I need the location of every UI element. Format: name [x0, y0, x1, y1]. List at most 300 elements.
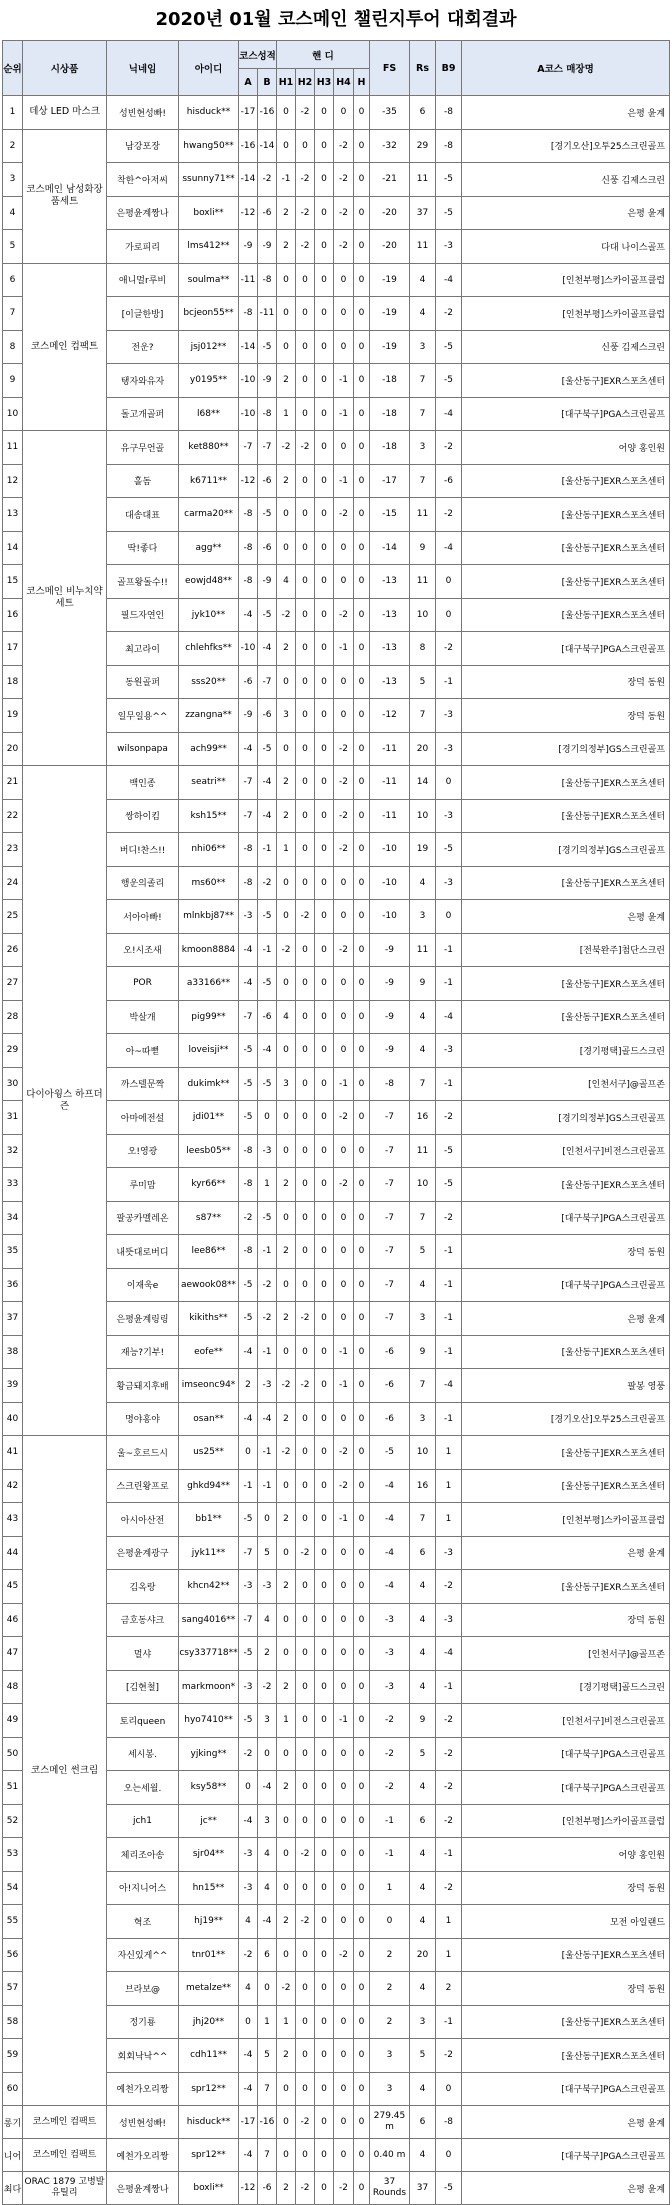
b9-cell: -4	[436, 1369, 462, 1403]
a-cell: -8	[239, 297, 258, 331]
rs-cell: 19	[410, 833, 436, 867]
h-cell: 0	[354, 1067, 370, 1101]
b-cell: -5	[258, 598, 277, 632]
h3-cell: 0	[315, 1436, 334, 1470]
a-cell: -5	[239, 1268, 258, 1302]
b-cell: -5	[258, 1201, 277, 1235]
h2-cell: 0	[296, 699, 315, 733]
h4-cell: 0	[334, 1134, 354, 1168]
page-title: 2020년 01월 코스메인 챌린지투어 대회결과	[155, 9, 517, 30]
h-cell: 0	[354, 464, 370, 498]
id-cell: zzangna**	[179, 699, 239, 733]
nick-cell: jch1	[107, 1804, 179, 1838]
h4-cell: -1	[334, 364, 354, 398]
table-row	[3, 766, 670, 800]
nick-cell: 회회낙낙^^	[107, 2039, 179, 2073]
b-cell: -1	[258, 1235, 277, 1269]
h4-cell: 0	[334, 1000, 354, 1034]
b9-cell: 0	[436, 598, 462, 632]
h-cell: 0	[354, 833, 370, 867]
h3-cell: 0	[315, 1034, 334, 1068]
rs-cell: 4	[410, 1570, 436, 1604]
rank-cell: 7	[3, 297, 23, 331]
store-cell: [경기의정부]GS스크린골프	[462, 732, 670, 766]
id-cell: hj19**	[179, 1905, 239, 1939]
h2-cell: 0	[296, 1034, 315, 1068]
rank-cell: 17	[3, 632, 23, 666]
store-cell: [울산동구]EXR스포츠센터	[462, 2005, 670, 2039]
store-cell: [울산동구]EXR스포츠센터	[462, 1000, 670, 1034]
h4-cell: 0	[334, 1871, 354, 1905]
h3-cell: 0	[315, 1905, 334, 1939]
rs-cell: 20	[410, 732, 436, 766]
h3-cell: 0	[315, 431, 334, 465]
header-h1: H1	[277, 69, 296, 96]
fs-cell: -11	[370, 766, 410, 800]
h1-cell: -2	[277, 431, 296, 465]
store-cell: 신풍 김제스크린	[462, 330, 670, 364]
rank-cell: 11	[3, 431, 23, 465]
h3-cell: 0	[315, 1302, 334, 1336]
store-cell: 신풍 김제스크린	[462, 163, 670, 197]
fs-cell: -13	[370, 665, 410, 699]
id-cell: spr12**	[179, 2072, 239, 2106]
b-cell: -11	[258, 297, 277, 331]
id-cell: hyo7410**	[179, 1704, 239, 1738]
rs-cell: 7	[410, 699, 436, 733]
a-cell: -8	[239, 833, 258, 867]
store-cell: [울산동구]EXR스포츠센터	[462, 1168, 670, 1202]
h4-cell: -2	[334, 933, 354, 967]
fs-cell: -3	[370, 1670, 410, 1704]
nick-cell: 아~따뻗	[107, 1034, 179, 1068]
store-cell: [대구북구]PGA스크린골프	[462, 1737, 670, 1771]
h2-cell: 0	[296, 1201, 315, 1235]
rs-cell: 11	[410, 1134, 436, 1168]
header-fs: FS	[370, 41, 410, 96]
fs-cell: -32	[370, 129, 410, 163]
h4-cell: 0	[334, 2039, 354, 2073]
rs-cell: 20	[410, 1938, 436, 1972]
id-cell: osan**	[179, 1402, 239, 1436]
table-row	[3, 263, 670, 297]
b-cell: -6	[258, 2172, 277, 2205]
h2-cell: 0	[296, 665, 315, 699]
b9-cell: -1	[436, 1838, 462, 1872]
b9-cell: -2	[436, 1771, 462, 1805]
h-cell: 0	[354, 1335, 370, 1369]
a-cell: -5	[239, 1101, 258, 1135]
h4-cell: -1	[334, 1369, 354, 1403]
h2-cell: -2	[296, 1536, 315, 1570]
rs-cell: 4	[410, 1000, 436, 1034]
b9-cell: -8	[436, 2106, 462, 2139]
rank-cell: 28	[3, 1000, 23, 1034]
rank-cell: 최다	[3, 2172, 23, 2205]
h3-cell: 0	[315, 1838, 334, 1872]
rank-cell: 41	[3, 1436, 23, 1470]
h3-cell: 0	[315, 900, 334, 934]
rs-cell: 4	[410, 263, 436, 297]
fs-cell: 37 Rounds	[370, 2172, 410, 2205]
h2-cell: -2	[296, 431, 315, 465]
store-cell: [인천부평]스카이골프클럽	[462, 263, 670, 297]
fs-cell: -2	[370, 1771, 410, 1805]
b9-cell: -1	[436, 933, 462, 967]
h3-cell: 0	[315, 1536, 334, 1570]
id-cell: chlehfks**	[179, 632, 239, 666]
store-cell: [울산동구]EXR스포츠센터	[462, 1469, 670, 1503]
rs-cell: 4	[410, 1905, 436, 1939]
h3-cell: 0	[315, 1402, 334, 1436]
rs-cell: 4	[410, 1771, 436, 1805]
fs-cell: -6	[370, 1335, 410, 1369]
id-cell: nhi06**	[179, 833, 239, 867]
h-cell: 0	[354, 1603, 370, 1637]
b-cell: -4	[258, 766, 277, 800]
id-cell: pig99**	[179, 1000, 239, 1034]
rank-cell: 27	[3, 967, 23, 1001]
a-cell: -5	[239, 1302, 258, 1336]
store-cell: [인천서구]비전스크린골프	[462, 1704, 670, 1738]
h1-cell: 0	[277, 1034, 296, 1068]
h1-cell: -2	[277, 598, 296, 632]
h2-cell: -2	[296, 2172, 315, 2205]
h-cell: 0	[354, 330, 370, 364]
rs-cell: 7	[410, 1201, 436, 1235]
id-cell: csy337718**	[179, 1637, 239, 1671]
h4-cell: 0	[334, 2139, 354, 2172]
results-table	[2, 40, 670, 2205]
id-cell: soulma**	[179, 263, 239, 297]
a-cell: -8	[239, 1134, 258, 1168]
b-cell: 1	[258, 1168, 277, 1202]
store-cell: [인천서구]@골프존	[462, 1637, 670, 1671]
a-cell: 2	[239, 1369, 258, 1403]
id-cell: lee86**	[179, 1235, 239, 1269]
id-cell: boxli**	[179, 2172, 239, 2205]
fs-cell: -12	[370, 699, 410, 733]
b9-cell: -2	[436, 1871, 462, 1905]
h3-cell: 0	[315, 1771, 334, 1805]
nick-cell: 울~호르드시	[107, 1436, 179, 1470]
nick-cell: 착한^아저씨	[107, 163, 179, 197]
b-cell: -16	[258, 96, 277, 130]
h3-cell: 0	[315, 1101, 334, 1135]
h-cell: 0	[354, 933, 370, 967]
h1-cell: 0	[277, 967, 296, 1001]
nick-cell: 금호동샤크	[107, 1603, 179, 1637]
rank-cell: 22	[3, 799, 23, 833]
a-cell: -7	[239, 1603, 258, 1637]
h1-cell: 2	[277, 632, 296, 666]
h4-cell: -2	[334, 2172, 354, 2205]
fs-cell: -9	[370, 933, 410, 967]
h4-cell: 0	[334, 1402, 354, 1436]
h1-cell: 0	[277, 1101, 296, 1135]
h4-cell: -2	[334, 498, 354, 532]
h-cell: 0	[354, 2039, 370, 2073]
b9-cell: -2	[436, 1737, 462, 1771]
table-header	[3, 41, 670, 96]
a-cell: -8	[239, 531, 258, 565]
h3-cell: 0	[315, 732, 334, 766]
fs-cell: -9	[370, 967, 410, 1001]
id-cell: sss20**	[179, 665, 239, 699]
nick-cell: [김현철]	[107, 1670, 179, 1704]
id-cell: leesb05**	[179, 1134, 239, 1168]
header-store: A코스 매장명	[462, 41, 670, 96]
h1-cell: 0	[277, 96, 296, 130]
h3-cell: 0	[315, 565, 334, 599]
b9-cell: -5	[436, 196, 462, 230]
rs-cell: 11	[410, 498, 436, 532]
rs-cell: 5	[410, 2039, 436, 2073]
nick-cell: 오!시조새	[107, 933, 179, 967]
h1-cell: 1	[277, 397, 296, 431]
b-cell: -3	[258, 1134, 277, 1168]
a-cell: -2	[239, 1938, 258, 1972]
h-cell: 0	[354, 1402, 370, 1436]
id-cell: boxli**	[179, 196, 239, 230]
rank-cell: 49	[3, 1704, 23, 1738]
store-cell: 장덕 동원	[462, 699, 670, 733]
id-cell: lms412**	[179, 230, 239, 264]
h-cell: 0	[354, 2172, 370, 2205]
h1-cell: 3	[277, 1067, 296, 1101]
nick-cell: 팔공카멜레온	[107, 1201, 179, 1235]
h1-cell: 0	[277, 263, 296, 297]
h1-cell: 0	[277, 1469, 296, 1503]
h2-cell: -2	[296, 1369, 315, 1403]
fs-cell: -10	[370, 833, 410, 867]
rank-cell: 12	[3, 464, 23, 498]
h-cell: 0	[354, 967, 370, 1001]
b-cell: 5	[258, 1536, 277, 1570]
fs-cell: -19	[370, 330, 410, 364]
fs-cell: -4	[370, 1536, 410, 1570]
rs-cell: 37	[410, 2172, 436, 2205]
h2-cell: 0	[296, 531, 315, 565]
h3-cell: 0	[315, 464, 334, 498]
h3-cell: 0	[315, 196, 334, 230]
rs-cell: 9	[410, 1704, 436, 1738]
rank-cell: 9	[3, 364, 23, 398]
b-cell: -5	[258, 900, 277, 934]
store-cell: 어양 홍인원	[462, 431, 670, 465]
h1-cell: 0	[277, 297, 296, 331]
h2-cell: 0	[296, 1972, 315, 2006]
a-cell: -5	[239, 1034, 258, 1068]
h2-cell: 0	[296, 933, 315, 967]
fs-cell: -19	[370, 297, 410, 331]
nick-cell: 박살개	[107, 1000, 179, 1034]
h3-cell: 0	[315, 1268, 334, 1302]
rs-cell: 4	[410, 1972, 436, 2006]
store-cell: 장덕 동원	[462, 1603, 670, 1637]
h-cell: 0	[354, 2072, 370, 2106]
h3-cell: 0	[315, 699, 334, 733]
fs-cell: -20	[370, 196, 410, 230]
h-cell: 0	[354, 1034, 370, 1068]
rs-cell: 16	[410, 1101, 436, 1135]
b-cell: 5	[258, 2039, 277, 2073]
h2-cell: 0	[296, 632, 315, 666]
h1-cell: 0	[277, 498, 296, 532]
b-cell: -8	[258, 263, 277, 297]
h4-cell: -2	[334, 230, 354, 264]
a-cell: 4	[239, 1972, 258, 2006]
rank-cell: 24	[3, 866, 23, 900]
id-cell: hn15**	[179, 1871, 239, 1905]
b-cell: -4	[258, 799, 277, 833]
h2-cell: 0	[296, 1737, 315, 1771]
rs-cell: 7	[410, 464, 436, 498]
b-cell: 2	[258, 1637, 277, 1671]
h3-cell: 0	[315, 1737, 334, 1771]
h1-cell: 2	[277, 364, 296, 398]
id-cell: cdh11**	[179, 2039, 239, 2073]
fs-cell: -18	[370, 364, 410, 398]
id-cell: s87**	[179, 1201, 239, 1235]
fs-cell: -13	[370, 598, 410, 632]
b-cell: -5	[258, 732, 277, 766]
b-cell: -4	[258, 1402, 277, 1436]
h4-cell: -2	[334, 1938, 354, 1972]
h2-cell: 0	[296, 1603, 315, 1637]
nick-cell: 이재욱e	[107, 1268, 179, 1302]
h3-cell: 0	[315, 2106, 334, 2139]
fs-cell: 2	[370, 2005, 410, 2039]
b9-cell: -2	[436, 632, 462, 666]
b9-cell: 1	[436, 1503, 462, 1537]
h1-cell: 1	[277, 833, 296, 867]
a-cell: 4	[239, 1905, 258, 1939]
rs-cell: 7	[410, 1369, 436, 1403]
b9-cell: -5	[436, 833, 462, 867]
rank-cell: 50	[3, 1737, 23, 1771]
b-cell: -4	[258, 1034, 277, 1068]
id-cell: dukimk**	[179, 1067, 239, 1101]
h-cell: 0	[354, 196, 370, 230]
nick-cell: 필드자연인	[107, 598, 179, 632]
h1-cell: 2	[277, 464, 296, 498]
h1-cell: 0	[277, 2106, 296, 2139]
a-cell: -4	[239, 933, 258, 967]
h4-cell: -2	[334, 129, 354, 163]
b9-cell: -5	[436, 330, 462, 364]
rank-cell: 52	[3, 1804, 23, 1838]
rank-cell: 20	[3, 732, 23, 766]
h3-cell: 0	[315, 766, 334, 800]
h2-cell: 0	[296, 1503, 315, 1537]
id-cell: k6711**	[179, 464, 239, 498]
b-cell: -4	[258, 1905, 277, 1939]
header-b: B	[258, 69, 277, 96]
h1-cell: 0	[277, 1335, 296, 1369]
a-cell: 0	[239, 2005, 258, 2039]
rank-cell: 21	[3, 766, 23, 800]
h2-cell: -2	[296, 1302, 315, 1336]
id-cell: carma20**	[179, 498, 239, 532]
h1-cell: 0	[277, 2139, 296, 2172]
rank-cell: 8	[3, 330, 23, 364]
h-cell: 0	[354, 632, 370, 666]
fs-cell: -11	[370, 732, 410, 766]
rank-cell: 44	[3, 1536, 23, 1570]
h4-cell: 0	[334, 1034, 354, 1068]
b9-cell: -5	[436, 163, 462, 197]
h1-cell: 0	[277, 866, 296, 900]
h3-cell: 0	[315, 866, 334, 900]
id-cell: seatri**	[179, 766, 239, 800]
rank-cell: 60	[3, 2072, 23, 2106]
rank-cell: 46	[3, 1603, 23, 1637]
fs-cell: -7	[370, 1201, 410, 1235]
h1-cell: 0	[277, 129, 296, 163]
b9-cell: -3	[436, 699, 462, 733]
b9-cell: -5	[436, 364, 462, 398]
h-cell: 0	[354, 1570, 370, 1604]
rs-cell: 37	[410, 196, 436, 230]
rs-cell: 11	[410, 230, 436, 264]
b9-cell: -1	[436, 1670, 462, 1704]
b-cell: -7	[258, 431, 277, 465]
h3-cell: 0	[315, 1871, 334, 1905]
h2-cell: -2	[296, 1905, 315, 1939]
h1-cell: 1	[277, 1704, 296, 1738]
b9-cell: -3	[436, 732, 462, 766]
store-cell: 은평 윤계	[462, 2106, 670, 2139]
store-cell: 은평 윤계	[462, 196, 670, 230]
rank-cell: 53	[3, 1838, 23, 1872]
h4-cell: -1	[334, 1503, 354, 1537]
b-cell: -1	[258, 1469, 277, 1503]
header-nickname: 닉네임	[107, 41, 179, 96]
store-cell: [울산동구]EXR스포츠센터	[462, 531, 670, 565]
h1-cell: 0	[277, 531, 296, 565]
a-cell: -3	[239, 1570, 258, 1604]
h4-cell: 0	[334, 2005, 354, 2039]
fs-cell: -6	[370, 1402, 410, 1436]
h3-cell: 0	[315, 230, 334, 264]
h2-cell: 0	[296, 364, 315, 398]
store-cell: 장덕 동원	[462, 1871, 670, 1905]
h2-cell: 0	[296, 598, 315, 632]
h4-cell: -1	[334, 1335, 354, 1369]
store-cell: [인천부평]스카이골프클럽	[462, 1804, 670, 1838]
a-cell: -12	[239, 464, 258, 498]
rs-cell: 29	[410, 129, 436, 163]
store-cell: [울산동구]EXR스포츠센터	[462, 1570, 670, 1604]
b9-cell: 1	[436, 1905, 462, 1939]
store-cell: [울산동구]EXR스포츠센터	[462, 598, 670, 632]
h2-cell: 0	[296, 1402, 315, 1436]
h4-cell: 0	[334, 1536, 354, 1570]
b-cell: -1	[258, 1335, 277, 1369]
nick-cell: 홀돔	[107, 464, 179, 498]
h4-cell: 0	[334, 297, 354, 331]
rs-cell: 3	[410, 431, 436, 465]
nick-cell: 유구무언골	[107, 431, 179, 465]
fs-cell: -7	[370, 1235, 410, 1269]
b-cell: -9	[258, 230, 277, 264]
fs-cell: -7	[370, 1101, 410, 1135]
h4-cell: 0	[334, 565, 354, 599]
h3-cell: 0	[315, 1603, 334, 1637]
header-id: 아이디	[179, 41, 239, 96]
h1-cell: 0	[277, 2072, 296, 2106]
